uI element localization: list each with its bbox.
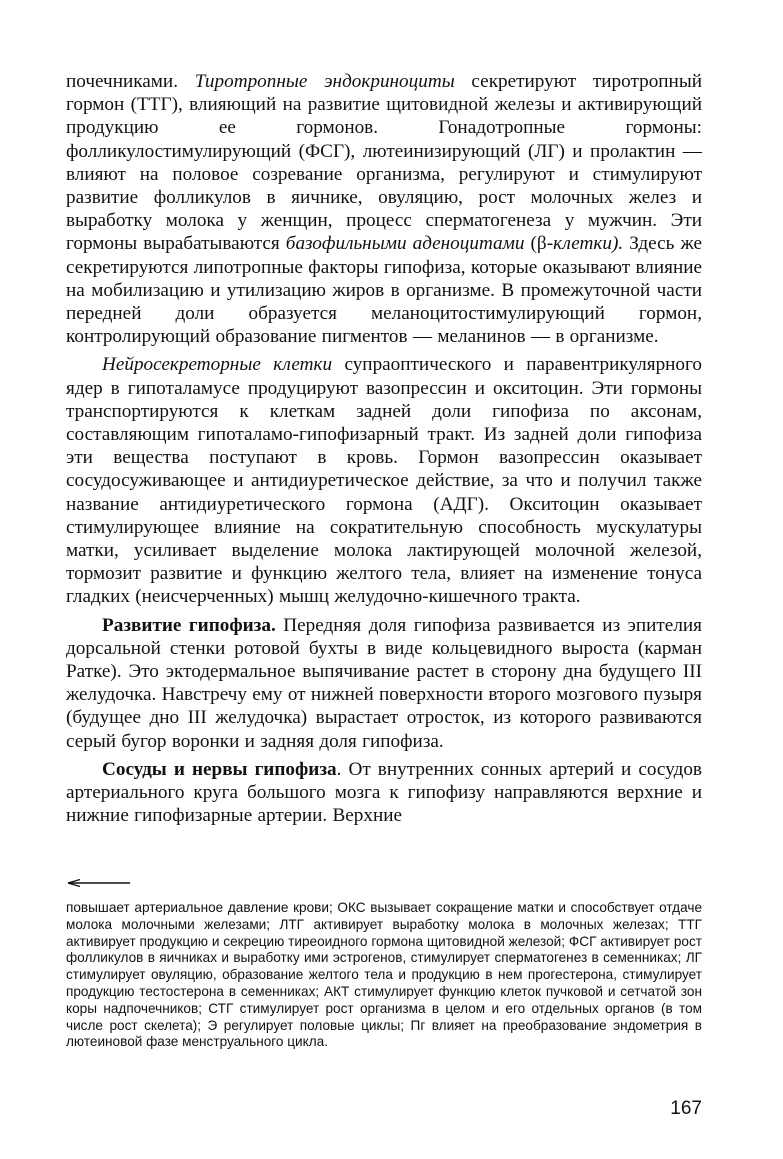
italic-term: Тиротропные эндокриноциты: [194, 71, 455, 92]
run: . От внутренних сонных артерий и сосудов артериального круга большого мозга к гипофизу направляются верхние и нижние гипофизарные артерии. Верхние: [66, 758, 702, 827]
paragraph-1: [66, 70, 702, 348]
paragraph-4: [66, 758, 702, 828]
run: секретируют тиротропный гормон (ТТГ), влияющий на развитие щитовидной железы и активирующий продукцию ее гормонов. Гонадотропные гормоны: фолликулостимулирующий (ФСГ), лютеинизирующий (ЛГ) и пролактин — влияют на половое созревание организма, регулируют и стимулируют развитие фолликулов в яичнике, овуляцию, рост молочных желез и выработку молока у женщин, процесс сперматогенеза у мужчин. Эти гормоны вырабатываются: [66, 71, 702, 255]
page-number: 167: [670, 1098, 702, 1119]
run: Здесь же секретируются липотропные факторы гипофиза, которые оказывают влияние на мобилизацию и утилизацию жиров в организме. В промежуточной части передней доли образуется меланоцитостимулирующий гормон, контролирующий образование пигментов — меланинов — в организме.: [66, 233, 702, 348]
run: (β: [524, 233, 547, 255]
section-heading: Сосуды и нервы гипофиза: [102, 758, 337, 780]
italic-term: Нейросекреторные клетки: [102, 354, 333, 376]
book-page: [66, 0, 702, 1159]
footnote-text: повышает артериальное давление крови; ОКС вызывает сокращение матки и способствует отдаче молока молочными железами; ЛТГ активирует выработку молока в молочных железах; ТТГ активирует продукцию и секрецию тиреоидного гормона щитовидной железой; ФСГ активирует рост фолликулов в яичниках и выработку ими эстрогенов, стимулирует сперматогенез в семенниках; ЛГ стимулирует овуляцию, образование желтого тела и продукцию в нем прогестерона, стимулирует продукцию тестостерона в семенниках; АКТ стимулирует функцию клеток пучковой и сетчатой зон коры надпочечников; СТГ стимулирует рост организма в целом и его отдельных органов (в том числе рост скелета); Э регулирует половые циклы; Пг влияет на преобразование эндометрия в лютеиновой фазе менструального цикла.: [66, 900, 702, 1050]
paragraph-3: [66, 614, 702, 753]
run: почечниками.: [66, 71, 195, 92]
left-arrow-icon: [66, 876, 132, 890]
section-heading: Развитие гипофиза.: [102, 614, 276, 636]
run: Передняя доля гипофиза развивается из эпителия дорсальной стенки ротовой бухты в виде кольцевидного выроста (карман Ратке). Это эктодермальное выпячивание растет в сторону дна будущего III желудочка. Навстречу ему от нижней поверхности второго мозгового пузыря (будущее дно III желудочка) вырастает отросток, из которого развиваются серый бугор воронки и задняя доля гипофиза.: [66, 614, 702, 752]
paragraph-2: [66, 353, 702, 608]
italic-term: базофильными аденоцитами: [285, 233, 525, 255]
main-text: [66, 70, 702, 828]
italic-term: -клетки).: [546, 233, 624, 255]
run: супраоптического и паравентрикулярного ядер в гипоталамусе продуцируют вазопрессин и окситоцин. Эти гормоны транспортируются к клеткам задней доли гипофиза по аксонам, составляющим гипоталамо-гипофизарный тракт. Из задней доли гипофиза эти вещества поступают в кровь. Гормон вазопрессин оказывает сосудосуживающее и антидиуретическое действие, за что и получил также название антидиуретического гормона (АДГ). Окситоцин оказывает стимулирующее влияние на сократительную способность мускулатуры матки, усиливает выделение молока лактирующей молочной железой, тормозит развитие и функцию желтого тела, влияет на изменение тонуса гладких (неисчерченных) мышц желудочно-кишечного тракта.: [66, 354, 703, 608]
